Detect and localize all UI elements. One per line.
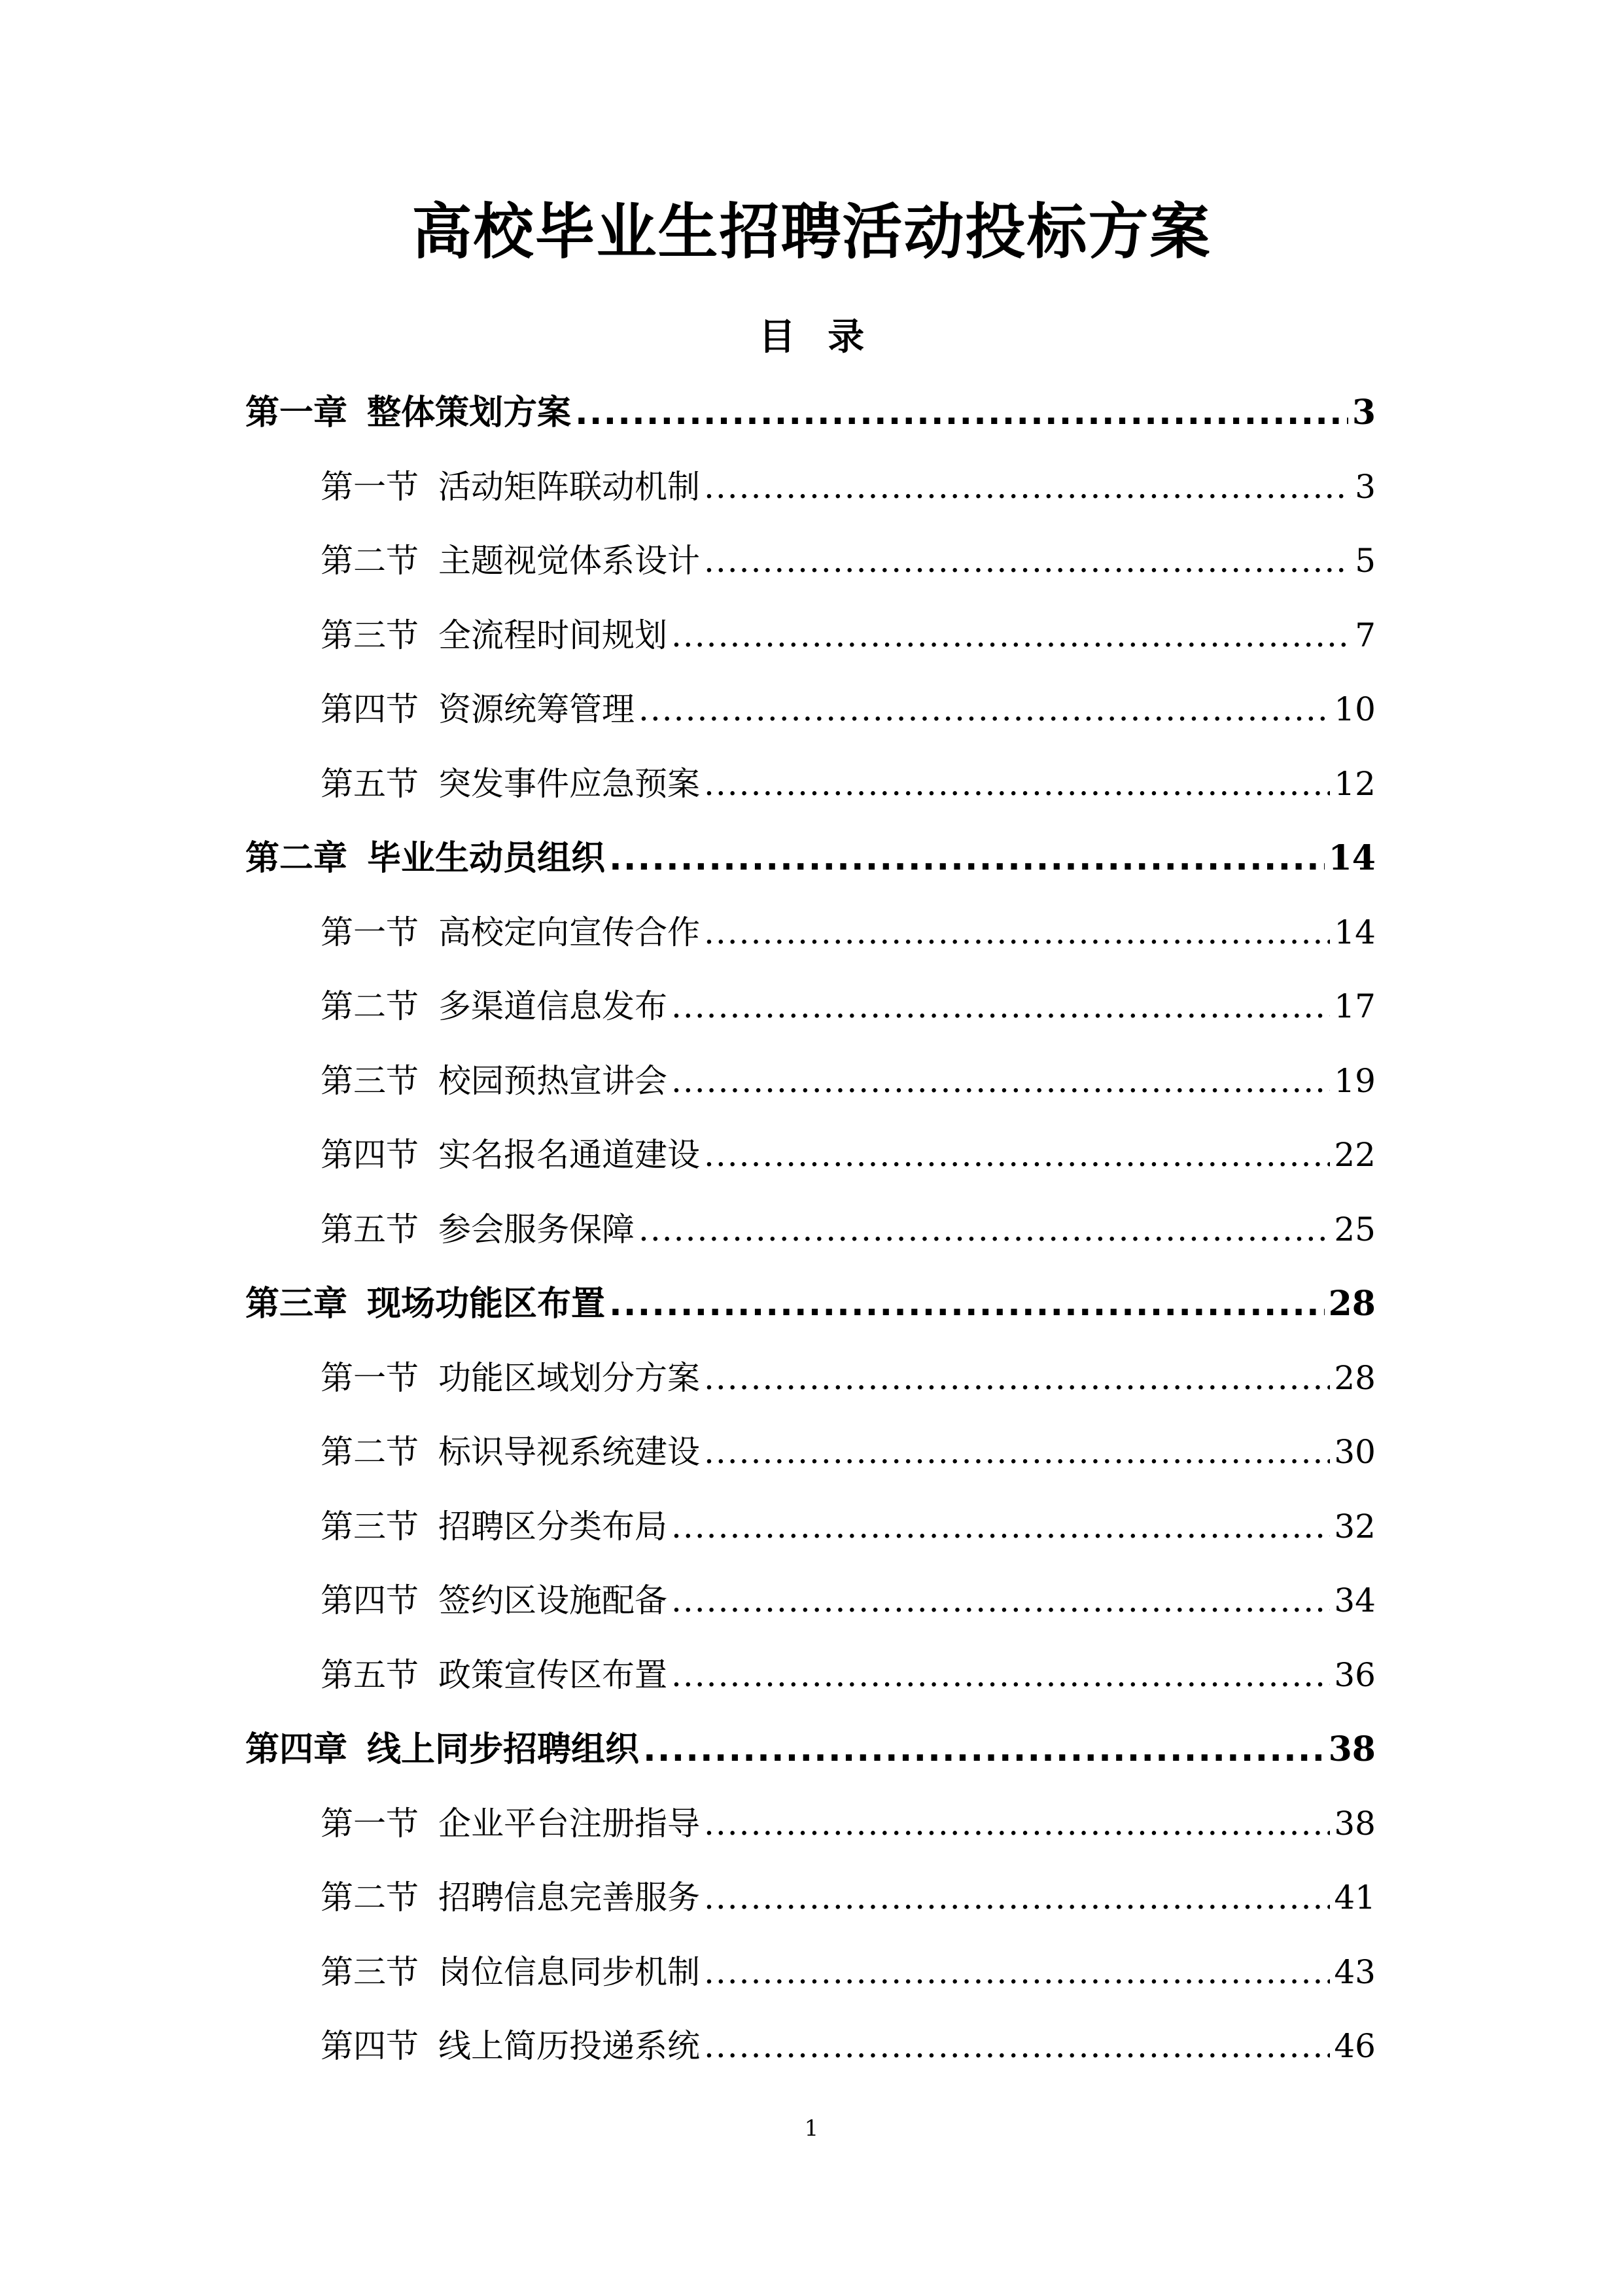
toc-page-number: 5	[1355, 542, 1376, 580]
toc-section[interactable]	[245, 1490, 1376, 1564]
toc-section[interactable]	[245, 524, 1376, 599]
toc-section-number: 第五节	[321, 764, 419, 803]
toc-section-number: 第五节	[321, 1210, 419, 1248]
toc-chapter-title: 毕业生动员组织	[367, 839, 606, 878]
toc-chapter-number: 第四章	[245, 1730, 348, 1769]
toc-heading: 目 录	[758, 316, 865, 359]
dot-leader	[575, 376, 1348, 451]
toc-section[interactable]	[245, 450, 1376, 525]
toc-page-number: 3	[1355, 467, 1376, 506]
toc-section-number: 第二节	[321, 1433, 419, 1471]
toc-section-title: 全流程时间规划	[438, 616, 667, 654]
toc-section-number: 第三节	[321, 1507, 419, 1545]
toc-page-number: 30	[1334, 1433, 1376, 1471]
toc-section[interactable]	[245, 1341, 1376, 1416]
dot-leader	[671, 1044, 1330, 1119]
toc-section-number: 第二节	[321, 1879, 419, 1916]
toc-section-title: 活动矩阵联动机制	[438, 467, 700, 506]
dot-leader	[704, 524, 1351, 599]
toc-chapter-1[interactable]	[245, 376, 1376, 450]
toc-page-number: 25	[1334, 1210, 1376, 1248]
toc-section-title: 高校定向宣传合作	[438, 913, 700, 951]
toc-section-number: 第二节	[321, 987, 419, 1025]
toc-section[interactable]	[245, 2009, 1376, 2084]
toc-section-title: 实名报名通道建设	[438, 1136, 700, 1174]
dot-leader	[671, 1564, 1330, 1638]
toc-page-number: 17	[1334, 987, 1376, 1025]
toc-page-number: 12	[1334, 764, 1376, 803]
toc-section-title: 线上简历投递系统	[438, 2027, 700, 2065]
toc-section[interactable]	[245, 970, 1376, 1044]
dot-leader	[704, 1415, 1330, 1490]
toc-section[interactable]	[245, 896, 1376, 970]
toc-page-number: 34	[1334, 1581, 1376, 1619]
document-title: 高校毕业生招聘活动投标方案	[411, 197, 1212, 267]
dot-leader	[609, 822, 1325, 896]
toc-page-number: 10	[1334, 690, 1376, 728]
toc-section-number: 第五节	[321, 1655, 419, 1694]
page-number: 1	[804, 2115, 819, 2142]
toc-chapter-title: 线上同步招聘组织	[367, 1730, 640, 1769]
toc-chapter-title: 整体策划方案	[367, 393, 572, 433]
toc-section-number: 第四节	[321, 1581, 419, 1619]
toc-section[interactable]	[245, 1044, 1376, 1119]
dot-leader	[704, 1118, 1330, 1193]
toc-section[interactable]	[245, 673, 1376, 747]
dot-leader	[638, 1193, 1330, 1267]
toc-section-title: 参会服务保障	[438, 1210, 635, 1248]
toc-section-number: 第一节	[321, 1804, 419, 1843]
toc-page-number: 32	[1334, 1507, 1376, 1545]
dot-leader	[704, 1787, 1330, 1862]
toc-section-title: 签约区设施配备	[438, 1581, 667, 1619]
toc-chapter-number: 第三章	[245, 1284, 348, 1324]
toc-section[interactable]	[245, 1638, 1376, 1713]
toc-section-title: 功能区域划分方案	[438, 1358, 700, 1397]
toc-chapter-2[interactable]	[245, 821, 1376, 896]
toc-section-number: 第一节	[321, 913, 419, 951]
toc-section-number: 第一节	[321, 467, 419, 506]
toc-page-number: 7	[1355, 616, 1376, 654]
toc-section[interactable]	[245, 1564, 1376, 1638]
toc-section-title: 岗位信息同步机制	[438, 1952, 700, 1991]
toc-section-title: 政策宣传区布置	[438, 1655, 667, 1694]
toc-page-number: 46	[1334, 2027, 1376, 2065]
toc-section-title: 资源统筹管理	[438, 690, 635, 728]
dot-leader	[643, 1713, 1325, 1788]
toc-section[interactable]	[245, 599, 1376, 673]
toc-section-title: 校园预热宣讲会	[438, 1061, 667, 1100]
toc-section[interactable]	[245, 1118, 1376, 1193]
toc-page-number: 28	[1328, 1284, 1376, 1324]
toc-page-number: 28	[1334, 1358, 1376, 1397]
toc-chapter-number: 第一章	[245, 393, 348, 433]
dot-leader	[704, 747, 1330, 822]
toc-section-number: 第三节	[321, 616, 419, 654]
toc-page-number: 38	[1328, 1729, 1376, 1769]
toc-page-number: 19	[1334, 1061, 1376, 1100]
toc-section-number: 第四节	[321, 1136, 419, 1174]
toc-page-number: 36	[1334, 1655, 1376, 1694]
toc-section[interactable]	[245, 1861, 1376, 1935]
dot-leader	[671, 1638, 1330, 1713]
dot-leader	[671, 1490, 1330, 1564]
dot-leader	[704, 896, 1330, 970]
toc-section-title: 招聘区分类布局	[438, 1507, 667, 1545]
dot-leader	[704, 1861, 1330, 1935]
table-of-contents	[245, 376, 1376, 2084]
toc-section-title: 企业平台注册指导	[438, 1804, 700, 1843]
dot-leader	[609, 1267, 1325, 1342]
toc-chapter-number: 第二章	[245, 839, 348, 878]
toc-section-number: 第三节	[321, 1952, 419, 1991]
toc-section-title: 多渠道信息发布	[438, 987, 667, 1025]
toc-section-number: 第二节	[321, 542, 419, 580]
toc-page-number: 41	[1334, 1879, 1376, 1916]
toc-section-title: 主题视觉体系设计	[438, 542, 700, 580]
dot-leader	[704, 2009, 1330, 2084]
dot-leader	[671, 970, 1330, 1044]
toc-page-number: 3	[1352, 393, 1376, 433]
toc-section-title: 突发事件应急预案	[438, 764, 700, 803]
toc-section[interactable]	[245, 1935, 1376, 2010]
toc-page-number: 38	[1334, 1804, 1376, 1843]
toc-chapter-title: 现场功能区布置	[367, 1284, 606, 1324]
toc-section-number: 第一节	[321, 1358, 419, 1397]
toc-page-number: 14	[1328, 838, 1376, 878]
dot-leader	[704, 1935, 1330, 2010]
toc-section-number: 第四节	[321, 2027, 419, 2065]
toc-chapter-3[interactable]	[245, 1267, 1376, 1341]
toc-section-title: 标识导视系统建设	[438, 1433, 700, 1471]
toc-section[interactable]	[245, 1193, 1376, 1267]
dot-leader	[671, 599, 1351, 673]
toc-section-title: 招聘信息完善服务	[438, 1879, 700, 1916]
dot-leader	[704, 450, 1351, 525]
toc-section[interactable]	[245, 747, 1376, 822]
toc-page-number: 43	[1334, 1952, 1376, 1991]
toc-page-number: 22	[1334, 1136, 1376, 1174]
toc-section-number: 第三节	[321, 1061, 419, 1100]
toc-section[interactable]	[245, 1787, 1376, 1862]
toc-section-number: 第四节	[321, 690, 419, 728]
dot-leader	[704, 1341, 1330, 1416]
dot-leader	[638, 673, 1330, 747]
toc-section[interactable]	[245, 1415, 1376, 1490]
toc-page-number: 14	[1334, 913, 1376, 951]
toc-chapter-4[interactable]	[245, 1712, 1376, 1787]
